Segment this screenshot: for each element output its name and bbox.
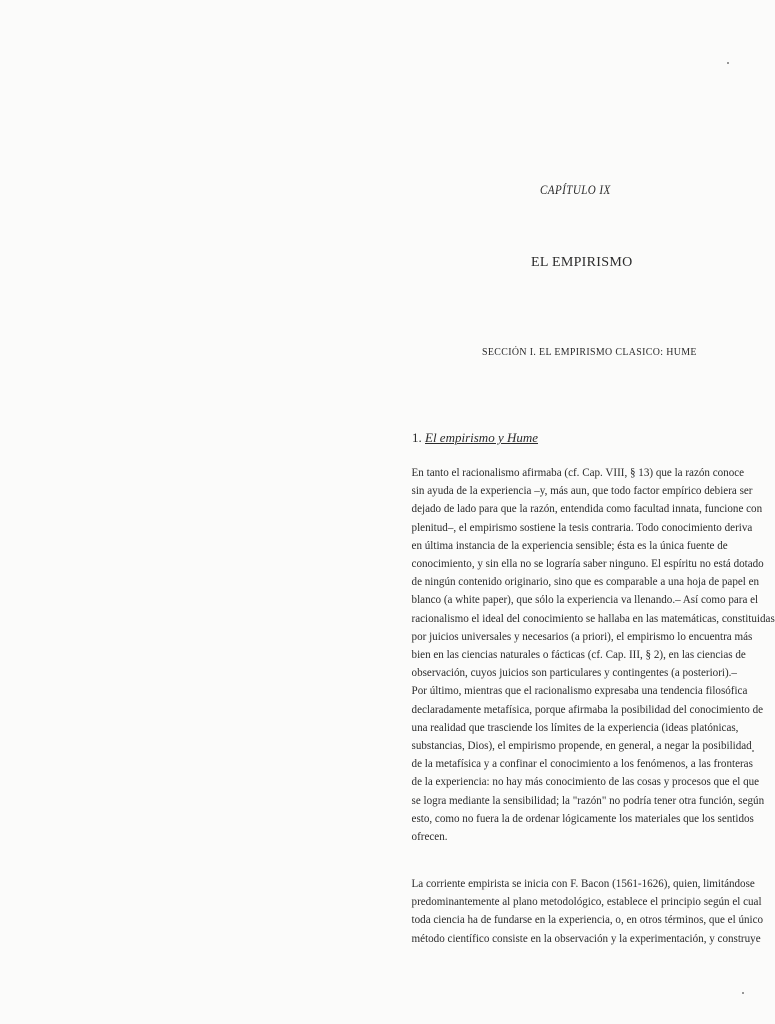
paragraph-line: en última instancia de la experiencia sensible; ésta es la única fuente de — [411, 539, 728, 552]
paragraph-1 — [411, 464, 775, 846]
paragraph-line: plenitud–, el empirismo sostiene la tesis contraria. Todo conocimiento deriva — [411, 521, 753, 534]
scan-speck — [752, 750, 754, 752]
paragraph-line: Por último, mientras que el racionalismo expresaba una tendencia filosófica — [411, 685, 748, 698]
paragraph-line: En tanto el racionalismo afirmaba (cf. Cap. VIII, § 13) que la razón conoce — [411, 467, 745, 479]
paragraph-line: de la experiencia: no hay más conocimiento de las cosas y procesos que el que — [411, 776, 760, 789]
paragraph-line: predominantemente al plano metodológico, establece el principio según el cual — [411, 896, 762, 909]
paragraph-line: bien en las ciencias naturales o fácticas (cf. Cap. III, § 2), en las ciencias de — [411, 649, 746, 662]
chapter-title: EL EMPIRISMO — [531, 255, 633, 270]
scan-speck — [742, 992, 744, 994]
paragraph-line: método científico consiste en la observación y la experimentación, y construye — [411, 932, 761, 945]
chapter-heading: CAPÍTULO IX — [540, 182, 611, 197]
paragraph-line: conocimiento, y sin ella no se lograría saber ninguno. El espíritu no está dotado — [411, 558, 764, 571]
paragraph-line: blanco (a white paper), que sólo la experiencia va llenando.– Así como para el — [411, 594, 759, 607]
paragraph-line: substancias, Dios), el empirismo propende, en general, a negar la posibilidad — [411, 740, 752, 753]
paragraph-line: de ningún contenido originario, sino que es comparable a una hoja de papel en — [411, 576, 760, 589]
paragraph-line: toda ciencia ha de fundarse en la experiencia, o, en otros términos, que el único — [411, 914, 764, 927]
section-heading: SECCIÓN I. EL EMPIRISMO CLASICO: HUME — [482, 346, 697, 358]
subsection-number: 1. — [412, 430, 422, 445]
paragraph-line: esto, como no fuera la de ordenar lógicamente los materiales que los sentidos — [411, 812, 754, 825]
paragraph-line: de la metafísica y a confinar el conocimiento a los fenómenos, a las fronteras — [411, 758, 753, 771]
subsection-title: El empirismo y Hume — [425, 430, 539, 445]
paragraph-line: una realidad que trasciende los límites de la experiencia (ideas platónicas, — [411, 721, 739, 734]
paragraph-line: dejado de lado para que la razón, entendida como facultad innata, funcione con — [411, 503, 763, 516]
paragraph-line: racionalismo el ideal del conocimiento se hallaba en las matemáticas, constituidas — [411, 612, 775, 625]
paragraph-line: se logra mediante la sensibilidad; la "razón" no podría tener otra función, según — [411, 794, 765, 807]
paragraph-line: La corriente empirista se inicia con F. Bacon (1561-1626), quien, limitándose — [411, 878, 755, 890]
paragraph-line: sin ayuda de la experiencia –y, más aun, que todo factor empírico debiera ser — [411, 485, 753, 498]
paragraph-line: por juicios universales y necesarios (a priori), el empirismo lo encuentra más — [411, 630, 753, 643]
paragraph-line: ofrecen. — [411, 831, 448, 844]
subsection-heading — [412, 430, 538, 446]
paragraph-line: declaradamente metafísica, porque afirmaba la posibilidad del conocimiento de — [411, 703, 764, 716]
paragraph-2 — [411, 875, 764, 948]
paragraph-line: observación, cuyos juicios son particulares y contingentes (a posteriori).– — [411, 667, 737, 680]
scan-speck — [727, 62, 729, 64]
